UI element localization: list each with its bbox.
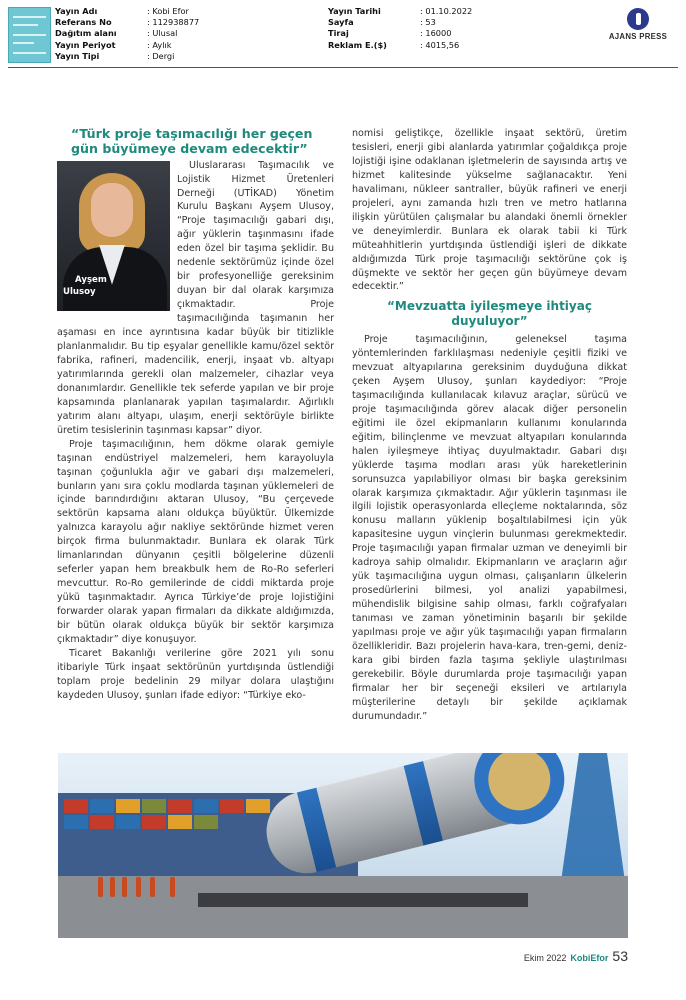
info-row-date: Yayın Tarihi : 01.10.2022	[328, 6, 473, 16]
paragraph-scope: Proje taşımacılığının, hem dökme olarak gemiyle taşınan endüstriyel malzemeleri, hem karayoluyla taşınan çoğunlukla ağır ve gabari dışı malzemeleri, bunların yanı sıra çoklu modlarda taşınan yüklemeleri de içinde barındırdığını aktaran Ulusoy, “Bu çerçevede sektörün kapsama alanı oldukça büyüktür. Ülkemizde yalnızca karayolu ağır nakliye sektöründe hizmet veren birçok firma bulunmaktadır. Bunlara ek olarak Türk limanlarından dünyanın çeşitli bölgelerine düzenli seferler yapan hem breakbulk hem de Ro-Ro seferleri mevcuttur. Ro-Ro gemilerinde de ciddi miktarda proje yükü taşınmaktadır. Ayrıca Türkiye’de proje lojistiğini forwarder olarak yapan firmaları da dikkate aldığımızda, bir bütün olarak oldukça büyük bir sektör karşımıza çıkmaktadır” diye konuşuyor.	[57, 438, 334, 645]
heavy-cargo-photo	[58, 753, 628, 938]
magazine-brand: KobiEfor	[570, 953, 609, 963]
page-number: 53	[612, 948, 628, 964]
portrait-photo	[57, 161, 170, 311]
paragraph-intro: Ayşem Ulusoy Uluslararası Taşımacılık ve Lojistik Hizmet Üretenleri Derneği (UTİKAD) Yönetim Kurulu Başkanı Ayşem Ulusoy, “Proje taşımacılığı gabari dışı, ağır yüklerin taşınmasını ifade eden özel bir taşıma şeklidir. Bu nedenle sektörümüz içinde özel bir profesyonelliğe gereksinim duyan bir dal olarak karşımıza çıkmaktadır. Proje taşımacılığında taşımanın her aşaması en ince ayrıntısına kadar büyük bir titizlikle planlanmalıdır. Bu tip eşyalar genellikle kamu/özel sektör fabrika, rafineri, madencilik, enerji, inşaat vb. altyapı yatırımlarında gerekli olan malzemeler, cihazlar veya donanımlardır. Genellikle tek seferde yapılan ve bir proje kapsamında planlanarak yapılan taşımalardır. Ağırlıklı yatırım alanı altyapı, ulaşım, enerji sektörüyle birlikte üretim tesislerinin taşınması kapsar” diyor.	[57, 159, 334, 436]
info-row-type: Yayın Tipi : Dergi	[55, 50, 175, 61]
section-heading-regulation: “Mevzuatta iyileşmeye ihtiyaç duyuluyor”	[387, 299, 592, 329]
issue-date: Ekim 2022	[523, 953, 567, 963]
section-heading-growth: “Türk proje taşımacılığı her geçen gün büyümeye devam edecektir”	[71, 126, 313, 156]
clipping-header	[0, 0, 686, 72]
info-row-period: Yayın Periyot : Aylık	[55, 39, 172, 50]
ajans-press-logo: AJANS PRESS	[598, 8, 678, 41]
publication-info	[55, 6, 199, 62]
info-row-name: Yayın Adı : Kobi Efor	[55, 6, 189, 16]
paragraph-trade-ministry: Ticaret Bakanlığı verilerine göre 2021 yılı sonu itibariyle Türk inşaat sektörünün yurtdışında üstlendiği toplam proje bedelinin 29 milyar dolara ulaştığını kaydeden Ulusoy, şunları ifade ediyor: “Türkiye eko-	[57, 647, 334, 701]
paragraph-trade-ministry-continued: nomisi geliştikçe, özellikle inşaat sektörü, üretim tesisleri, enerji gibi alanlarda yatırımlar çoğaldıkça proje lojistiği işine odaklanan işletmelerin de sayısında artış ve hizmet kalitesinde yükselme sağlanacaktır. Yeni havalimanı, nükleer santraller, büyük rafineri ve enerji projeleri, aynı zamanda hızlı tren ve metro hatlarına ilişkin yürütülen çalışmalar bu alandaki önemli örnekler ve deneyimlerdir. Bunlara ek olarak tabii ki Türk müteahhitlerin yurtdışında üstlendiği işleri de dikkate aldığımızda Türk proje taşımacılığı sektörüne çok iş düşmekte ve sektör her geçen gün büyümeye devam edecektir.”	[352, 128, 627, 293]
ajans-press-icon	[627, 8, 649, 30]
article-column-right	[352, 127, 627, 724]
info-row-page: Sayfa : 53	[328, 17, 436, 28]
info-row-distribution: Dağıtım alanı : Ulusal	[55, 28, 178, 39]
article-column-left	[57, 127, 334, 703]
info-row-reference: Referans No : 112938877	[55, 17, 200, 28]
photo-caption: Ayşem Ulusoy	[63, 274, 107, 297]
paragraph-regulation: Proje taşımacılığının, geleneksel taşıma yöntemlerinden farklılaşması nedeniyle çeşitli fiziki ve mevzuat altyapılarına gereksinim duyduğuna dikkat çeken Ayşem Ulusoy, şunları kaydediyor: “Proje taşımacılığında kullanılacak kılavuz araçlar, sürücü ve proje taşımacılığında görev alacak diğer personelin eğitimi ile özel ekipmanların kullanımı konularında eğitim, bilinçlenme ve mevzuat altyapıları konularında halen iyileşmeye ihtiyaç duyulmaktadır. Gabari dışı yüklerde taşıma modları arası yük hareketlerinin sorunsuzca yapılabiliyor olması bir başka gereksinim olarak karşımıza çıkmaktadır. Ağır yüklerin taşınması ile ilgili lojistik operasyonlarda elleçleme noktalarında, söz konusu malların yüklenip boşaltılabilmesi için yük kapasitesine uygun vinçlerin bulunması gerekmektedir. Proje taşımacılığı yapan firmalar uzman ve deneyimli bir kadroya sahip olmalıdır. Ekipmanların ve araçların ağır yük taşımacılığına uygun olması, çalışanların ülkelerin prosedürlerini bilmesi, yol analizi yapabilmesi, mühendislik bilgisine sahip olması, farklı coğrafyaları tanıması ve zaman yönetiminin başarılı bir şekilde yapılması proje ve ağır yük taşımacılığı yapan firmaların özellikleridir. Bazı projelerin hava-kara, tren-gemi, deniz-kara gibi birden fazla taşıma şekliyle ulaştırılması gerekebilir. Böyle durumlarda proje taşımacılığı yapan firmalar her bir seçeneği eksileri ve artılarıyla müşterilerine detaylı bir şekilde açıklamak durumundadır.”	[352, 334, 627, 722]
info-row-ad-value: Reklam E.($) : 4015,56	[328, 39, 460, 50]
publication-thumbnail	[8, 7, 51, 63]
info-row-circulation: Tiraj : 16000	[328, 28, 452, 39]
page-footer	[524, 948, 628, 964]
publication-stats	[328, 6, 472, 51]
header-divider	[8, 67, 678, 68]
